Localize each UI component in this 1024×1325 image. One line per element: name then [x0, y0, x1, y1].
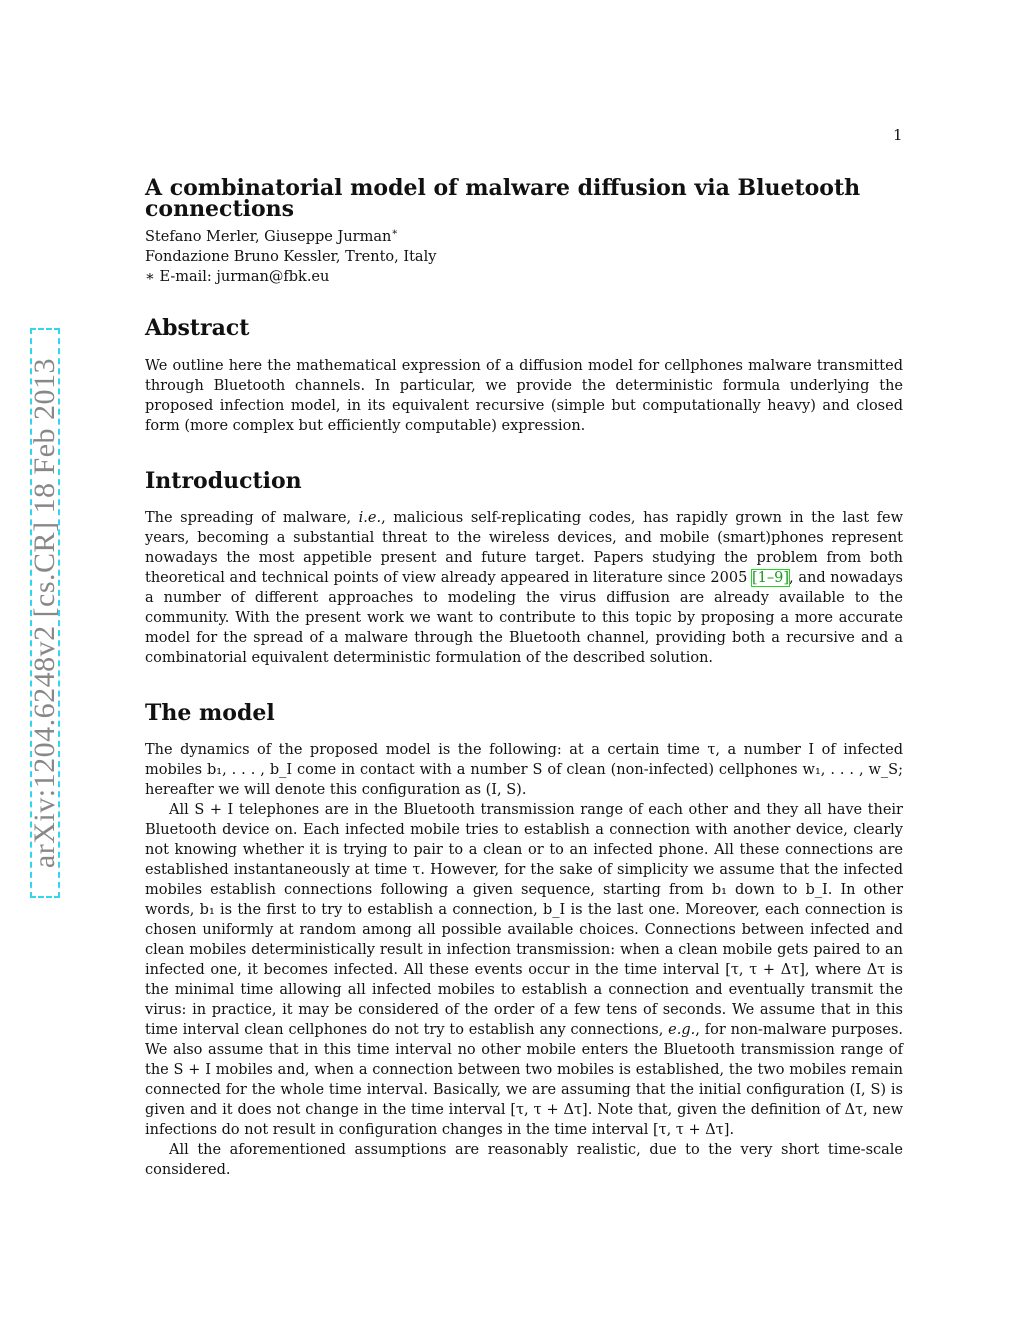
paper-title: A combinatorial model of malware diffusion via Bluetooth connections: [145, 175, 861, 222]
intro-ie: i.e.: [358, 509, 382, 526]
abstract-heading: Abstract: [145, 314, 250, 341]
model-paragraph-3: All the aforementioned assumptions are reasonably realistic, due to the very short time-scale considered.: [145, 1141, 903, 1178]
introduction-heading: Introduction: [145, 467, 302, 494]
model-text-1: All S + I telephones are in the Bluetooth transmission range of each other and they all have their Bluetooth device on. Each infected mobile tries to establish a connection with another device, clearly not knowing whether it is trying to pair to a clean or to an infected phone. All these connections are established instantaneously at time τ. However, for the sake of simplicity we assume that the infected mobiles establish connections following a given sequence, starting from b₁ down to b_I. In other words, b₁ is the first to try to establish a connection, b_I is the last one. Moreover, each connection is chosen uniformly at random among all possible available choices. Connections between infected and clean mobiles deterministically result in infection transmission: when a clean mobile gets paired to an infected one, it becomes infected. All these events occur in the time interval [τ, τ + Δτ], where Δτ is the minimal time allowing all infected mobiles to establish a connection and eventually transmit the virus: in practice, it may be considered of the order of a few tens of seconds. We assume that in this time interval clean cellphones do not try to establish any connections,: [145, 801, 903, 1038]
model-text-2: , for non-malware purposes. We also assume that in this time interval no other mobile enters the Bluetooth transmission range of the S + I mobiles and, when a connection between two mobiles is established, the two mobiles remain connected for the whole time interval. Basically, we are assuming that the initial configuration (I, S) is given and it does not change in the time interval [τ, τ + Δτ]. Note that, given the definition of Δτ, new infections do not result in configuration changes in the time interval [τ, τ + Δτ].: [145, 1021, 903, 1138]
paper-body: [145, 175, 903, 1180]
model-eg: e.g.: [668, 1021, 696, 1038]
intro-text-2: , malicious self-replicating codes, has rapidly grown in the last few years, becoming a substantial threat to the wireless devices, and mobile (smart)phones represent nowadays the most appetible present and future target. Papers studying the problem from both theoretical and technical points of view already appeared in literature since 2005: [145, 509, 903, 586]
model-paragraph-1: The dynamics of the proposed model is the following: at a certain time τ, a number I of infected mobiles b₁, . . . , b_I come in contact with a number S of clean (non-infected) cellphones w₁, . . . , w_S; hereafter we will denote this configuration as (I, S).: [145, 741, 903, 798]
introduction-paragraph: [145, 508, 903, 668]
page-number: 1: [893, 126, 903, 144]
email-line: ∗ E-mail: jurman@fbk.eu: [145, 268, 330, 285]
abstract-text: We outline here the mathematical expression of a diffusion model for cellphones malware transmitted through Bluetooth channels. In particular, we provide the deterministic formula underlying the proposed infection model, in its equivalent recursive (simple but computationally heavy) and closed form (more complex but efficiently computable) expression.: [145, 357, 903, 434]
affiliation: Fondazione Bruno Kessler, Trento, Italy: [145, 248, 437, 265]
author-block: [145, 223, 903, 287]
model-paragraph-2: [145, 800, 903, 1140]
arxiv-identifier: arXiv:1204.6248v2 [cs.CR] 18 Feb 2013: [28, 357, 61, 869]
author-names: Stefano Merler, Giuseppe Jurman: [145, 228, 392, 245]
intro-text-1: The spreading of malware,: [145, 509, 359, 526]
intro-text-3: , and nowadays a number of different approaches to modeling the virus diffusion are already available to the community. With the present work we want to contribute to this topic by proposing a more accurate model for the spread of a malware through the Bluetooth channel, providing both a recursive and a combinatorial equivalent deterministic formulation of the described solution.: [145, 569, 903, 666]
authors: [145, 223, 903, 247]
model-heading: The model: [145, 699, 275, 726]
corresponding-author-mark: ∗: [391, 227, 399, 238]
citation-link[interactable]: [1–9]: [752, 569, 790, 586]
